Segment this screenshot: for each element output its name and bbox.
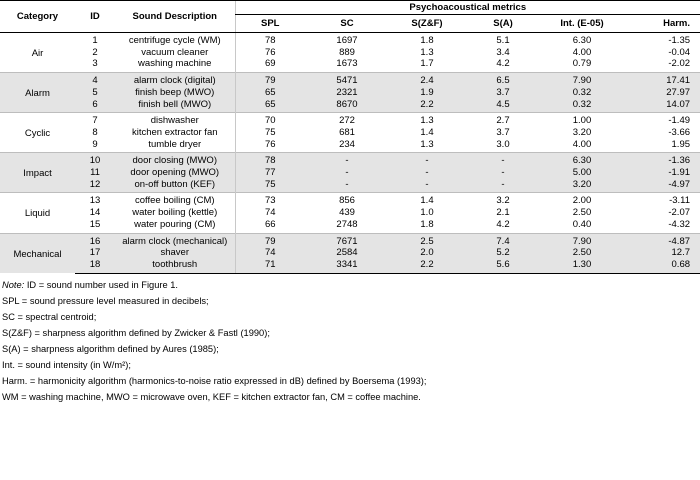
- note-line: S(A) = sharpness algorithm defined by Aures (1985);: [2, 344, 219, 355]
- table-row: [0, 33, 700, 47]
- spl-cell: 79: [235, 73, 305, 87]
- s-a-cell: 3.7: [496, 126, 510, 138]
- intensity-cell: 6.30: [572, 35, 592, 46]
- id-cell: 16: [75, 233, 115, 247]
- note-line: SC = spectral centroid;: [2, 311, 97, 322]
- id-cell: 5: [75, 87, 115, 99]
- id-cell: 10: [75, 153, 115, 167]
- harmonicity-cell: 12.7: [623, 247, 700, 259]
- sc-cell: 5471: [305, 73, 389, 87]
- table-row: [0, 167, 700, 179]
- s-zf-cell: 2.5: [389, 233, 465, 247]
- description-cell: shaver: [115, 247, 235, 259]
- sc-cell: 2321: [305, 87, 389, 99]
- table-row: [0, 259, 700, 273]
- description-cell: tumble dryer: [148, 138, 202, 150]
- table-notes: [0, 274, 700, 406]
- table-row: [0, 219, 700, 233]
- category-cell: Mechanical: [0, 233, 75, 273]
- harmonicity-cell: -4.87: [623, 233, 700, 247]
- sc-cell: 681: [339, 126, 355, 138]
- sc-cell: 272: [305, 113, 389, 127]
- harmonicity-cell: 17.41: [623, 73, 700, 87]
- header-spl: SPL: [235, 15, 305, 33]
- harmonicity-cell: -4.32: [668, 218, 691, 230]
- category-cell: Alarm: [0, 73, 75, 113]
- s-zf-cell: -: [389, 153, 465, 167]
- description-cell: toothbrush: [115, 259, 235, 273]
- header-psychoacoustical-metrics: Psychoacoustical metrics: [235, 1, 700, 15]
- s-zf-cell: 1.9: [389, 87, 465, 99]
- sc-cell: 1673: [336, 58, 358, 70]
- description-cell: on-off button (KEF): [115, 179, 235, 193]
- id-cell: 7: [75, 113, 115, 127]
- s-zf-cell: 1.7: [420, 58, 434, 70]
- id-cell: 18: [75, 259, 115, 273]
- table-row: [0, 247, 700, 259]
- harmonicity-cell: -0.04: [668, 46, 691, 58]
- intensity-cell: 5.00: [541, 167, 623, 179]
- header-category: Category: [0, 1, 75, 33]
- intensity-cell: 6.30: [541, 153, 623, 167]
- spl-cell: 78: [235, 33, 305, 47]
- s-a-cell: 3.2: [465, 193, 541, 207]
- spl-cell: 76: [235, 139, 305, 153]
- category-cell: Liquid: [0, 193, 75, 233]
- id-cell: 12: [75, 179, 115, 193]
- note-label: Note:: [2, 279, 25, 290]
- header-harmonicity: Harm.: [623, 15, 700, 33]
- s-a-cell: 2.7: [465, 113, 541, 127]
- description-cell: kitchen extractor fan: [131, 126, 218, 138]
- description-cell: coffee boiling (CM): [115, 193, 235, 207]
- table-row: [0, 127, 700, 139]
- sc-cell: 856: [305, 193, 389, 207]
- harmonicity-cell: 27.97: [623, 87, 700, 99]
- table-row: [0, 87, 700, 99]
- spl-cell: 79: [235, 233, 305, 247]
- sc-cell: 7671: [305, 233, 389, 247]
- intensity-cell: 1.00: [541, 113, 623, 127]
- description-cell: door opening (MWO): [115, 167, 235, 179]
- sc-cell: 439: [339, 207, 355, 219]
- description-cell: alarm clock (digital): [115, 73, 235, 87]
- s-zf-cell: 1.3: [420, 46, 434, 58]
- s-zf-cell: 1.3: [389, 113, 465, 127]
- intensity-cell: 0.32: [541, 87, 623, 99]
- note-line: Harm. = harmonicity algorithm (harmonics-to-noise ratio expressed in dB) defined by Boersema (1993);: [2, 376, 427, 387]
- harmonicity-cell: 14.07: [623, 99, 700, 113]
- intensity-cell: 0.32: [541, 99, 623, 113]
- table-row: [0, 139, 700, 153]
- category-cell: Air: [31, 47, 44, 59]
- sc-cell: 2584: [305, 247, 389, 259]
- intensity-cell: 0.79: [572, 58, 592, 70]
- s-a-cell: 3.4: [496, 46, 510, 58]
- intensity-cell: 2.50: [572, 207, 592, 219]
- s-zf-cell: 1.8: [420, 218, 434, 230]
- s-a-cell: 4.5: [465, 99, 541, 113]
- table-row: [0, 113, 700, 127]
- spl-cell: 74: [235, 207, 305, 219]
- harmonicity-cell: -1.36: [623, 153, 700, 167]
- s-a-cell: 2.1: [496, 207, 510, 219]
- s-a-cell: 4.2: [496, 218, 510, 230]
- spl-cell: 78: [235, 153, 305, 167]
- spl-cell: 77: [235, 167, 305, 179]
- id-cell: 14: [89, 207, 101, 219]
- sc-cell: -: [305, 179, 389, 193]
- table-row: [0, 73, 700, 87]
- s-a-cell: 7.4: [465, 233, 541, 247]
- description-cell: alarm clock (mechanical): [115, 233, 235, 247]
- description-cell: vacuum cleaner: [141, 46, 209, 58]
- sc-cell: 3341: [305, 259, 389, 273]
- spl-cell: 65: [235, 99, 305, 113]
- id-cell: 1: [92, 35, 98, 46]
- note-line: S(Z&F) = sharpness algorithm defined by Zwicker & Fastl (1990);: [2, 327, 270, 338]
- note-line: WM = washing machine, MWO = microwave oven, KEF = kitchen extractor fan, CM = coffee machine.: [2, 392, 421, 403]
- s-a-cell: 6.5: [465, 73, 541, 87]
- table-row: [0, 47, 700, 59]
- spl-cell: 73: [235, 193, 305, 207]
- description-cell: finish beep (MWO): [115, 87, 235, 99]
- sc-cell: 889: [339, 46, 355, 58]
- spl-cell: 65: [235, 87, 305, 99]
- id-cell: 13: [75, 193, 115, 207]
- description-cell: washing machine: [138, 58, 212, 70]
- id-cell: 4: [75, 73, 115, 87]
- note-line: SPL = sound pressure level measured in decibels;: [2, 295, 209, 306]
- s-zf-cell: 1.4: [420, 126, 434, 138]
- description-cell: water boiling (kettle): [132, 207, 218, 219]
- harmonicity-cell: -3.66: [668, 126, 691, 138]
- harmonicity-cell: -4.97: [623, 179, 700, 193]
- harmonicity-cell: -1.49: [623, 113, 700, 127]
- sc-cell: 234: [339, 138, 355, 150]
- note-line: Int. = sound intensity (in W/m²);: [2, 360, 131, 371]
- s-a-cell: 3.7: [465, 87, 541, 99]
- header-id: ID: [75, 1, 115, 33]
- sc-cell: 1697: [336, 35, 358, 46]
- intensity-cell: 7.90: [541, 233, 623, 247]
- s-a-cell: 4.2: [496, 58, 510, 70]
- table-row: [0, 179, 700, 193]
- s-a-cell: -: [465, 179, 541, 193]
- table-row: [0, 193, 700, 207]
- s-a-cell: 5.1: [496, 35, 510, 46]
- s-a-cell: -: [465, 167, 541, 179]
- header-sc: SC: [305, 15, 389, 33]
- table-body: [0, 33, 700, 274]
- id-cell: 8: [92, 126, 98, 138]
- intensity-cell: 2.50: [541, 247, 623, 259]
- s-zf-cell: 2.4: [389, 73, 465, 87]
- s-a-cell: 5.2: [465, 247, 541, 259]
- harmonicity-cell: -1.91: [623, 167, 700, 179]
- spl-cell: 70: [235, 113, 305, 127]
- spl-cell: 66: [235, 219, 305, 233]
- s-zf-cell: 1.4: [389, 193, 465, 207]
- id-cell: 9: [92, 138, 98, 150]
- table-row: [0, 233, 700, 247]
- table-row: [0, 58, 700, 72]
- description-cell: finish bell (MWO): [115, 99, 235, 113]
- id-cell: 2: [92, 46, 98, 58]
- s-zf-cell: -: [389, 179, 465, 193]
- s-a-cell: 5.6: [465, 259, 541, 273]
- header-description: Sound Description: [115, 1, 235, 33]
- s-a-cell: 3.0: [496, 138, 510, 150]
- harmonicity-cell: 0.68: [623, 259, 700, 273]
- sc-cell: -: [305, 167, 389, 179]
- note-text: ID = sound number used in Figure 1.: [24, 279, 178, 290]
- sc-cell: 8670: [305, 99, 389, 113]
- id-cell: 6: [75, 99, 115, 113]
- header-intensity: Int. (E-05): [541, 15, 623, 33]
- s-zf-cell: -: [389, 167, 465, 179]
- intensity-cell: 7.90: [541, 73, 623, 87]
- table-row: [0, 153, 700, 167]
- table-header: [0, 1, 700, 33]
- description-cell: centrifuge cycle (WM): [128, 35, 221, 46]
- intensity-cell: 2.00: [541, 193, 623, 207]
- id-cell: 11: [75, 167, 115, 179]
- spl-cell: 76: [235, 47, 305, 59]
- category-cell: Impact: [0, 153, 75, 193]
- spl-cell: 69: [235, 58, 305, 72]
- s-a-cell: -: [465, 153, 541, 167]
- intensity-cell: 4.00: [572, 138, 592, 150]
- description-cell: water pouring (CM): [134, 218, 216, 230]
- category-cell: Cyclic: [0, 113, 75, 153]
- table-row: [0, 99, 700, 113]
- s-zf-cell: 2.2: [389, 99, 465, 113]
- intensity-cell: 3.20: [541, 179, 623, 193]
- description-cell: dishwasher: [115, 113, 235, 127]
- spl-cell: 74: [235, 247, 305, 259]
- spl-cell: 75: [235, 179, 305, 193]
- harmonicity-cell: -2.02: [668, 58, 691, 70]
- spl-cell: 71: [235, 259, 305, 273]
- intensity-cell: 3.20: [572, 126, 592, 138]
- s-zf-cell: 2.0: [389, 247, 465, 259]
- id-cell: 17: [75, 247, 115, 259]
- sc-cell: 2748: [336, 218, 358, 230]
- table-row: [0, 207, 700, 219]
- header-s-a: S(A): [465, 15, 541, 33]
- intensity-cell: 1.30: [541, 259, 623, 273]
- spl-cell: 75: [235, 127, 305, 139]
- harmonicity-cell: -2.07: [668, 207, 691, 219]
- s-zf-cell: 2.2: [389, 259, 465, 273]
- harmonicity-cell: -3.11: [623, 193, 700, 207]
- harmonicity-cell: 1.95: [671, 138, 691, 150]
- description-cell: door closing (MWO): [115, 153, 235, 167]
- header-s-zf: S(Z&F): [389, 15, 465, 33]
- id-cell: 3: [92, 58, 98, 70]
- s-zf-cell: 1.0: [420, 207, 434, 219]
- intensity-cell: 4.00: [572, 46, 592, 58]
- s-zf-cell: 1.8: [420, 35, 434, 46]
- intensity-cell: 0.40: [572, 218, 592, 230]
- s-zf-cell: 1.3: [420, 138, 434, 150]
- harmonicity-cell: -1.35: [668, 35, 691, 46]
- id-cell: 15: [89, 218, 101, 230]
- sc-cell: -: [305, 153, 389, 167]
- note-line: [2, 277, 700, 293]
